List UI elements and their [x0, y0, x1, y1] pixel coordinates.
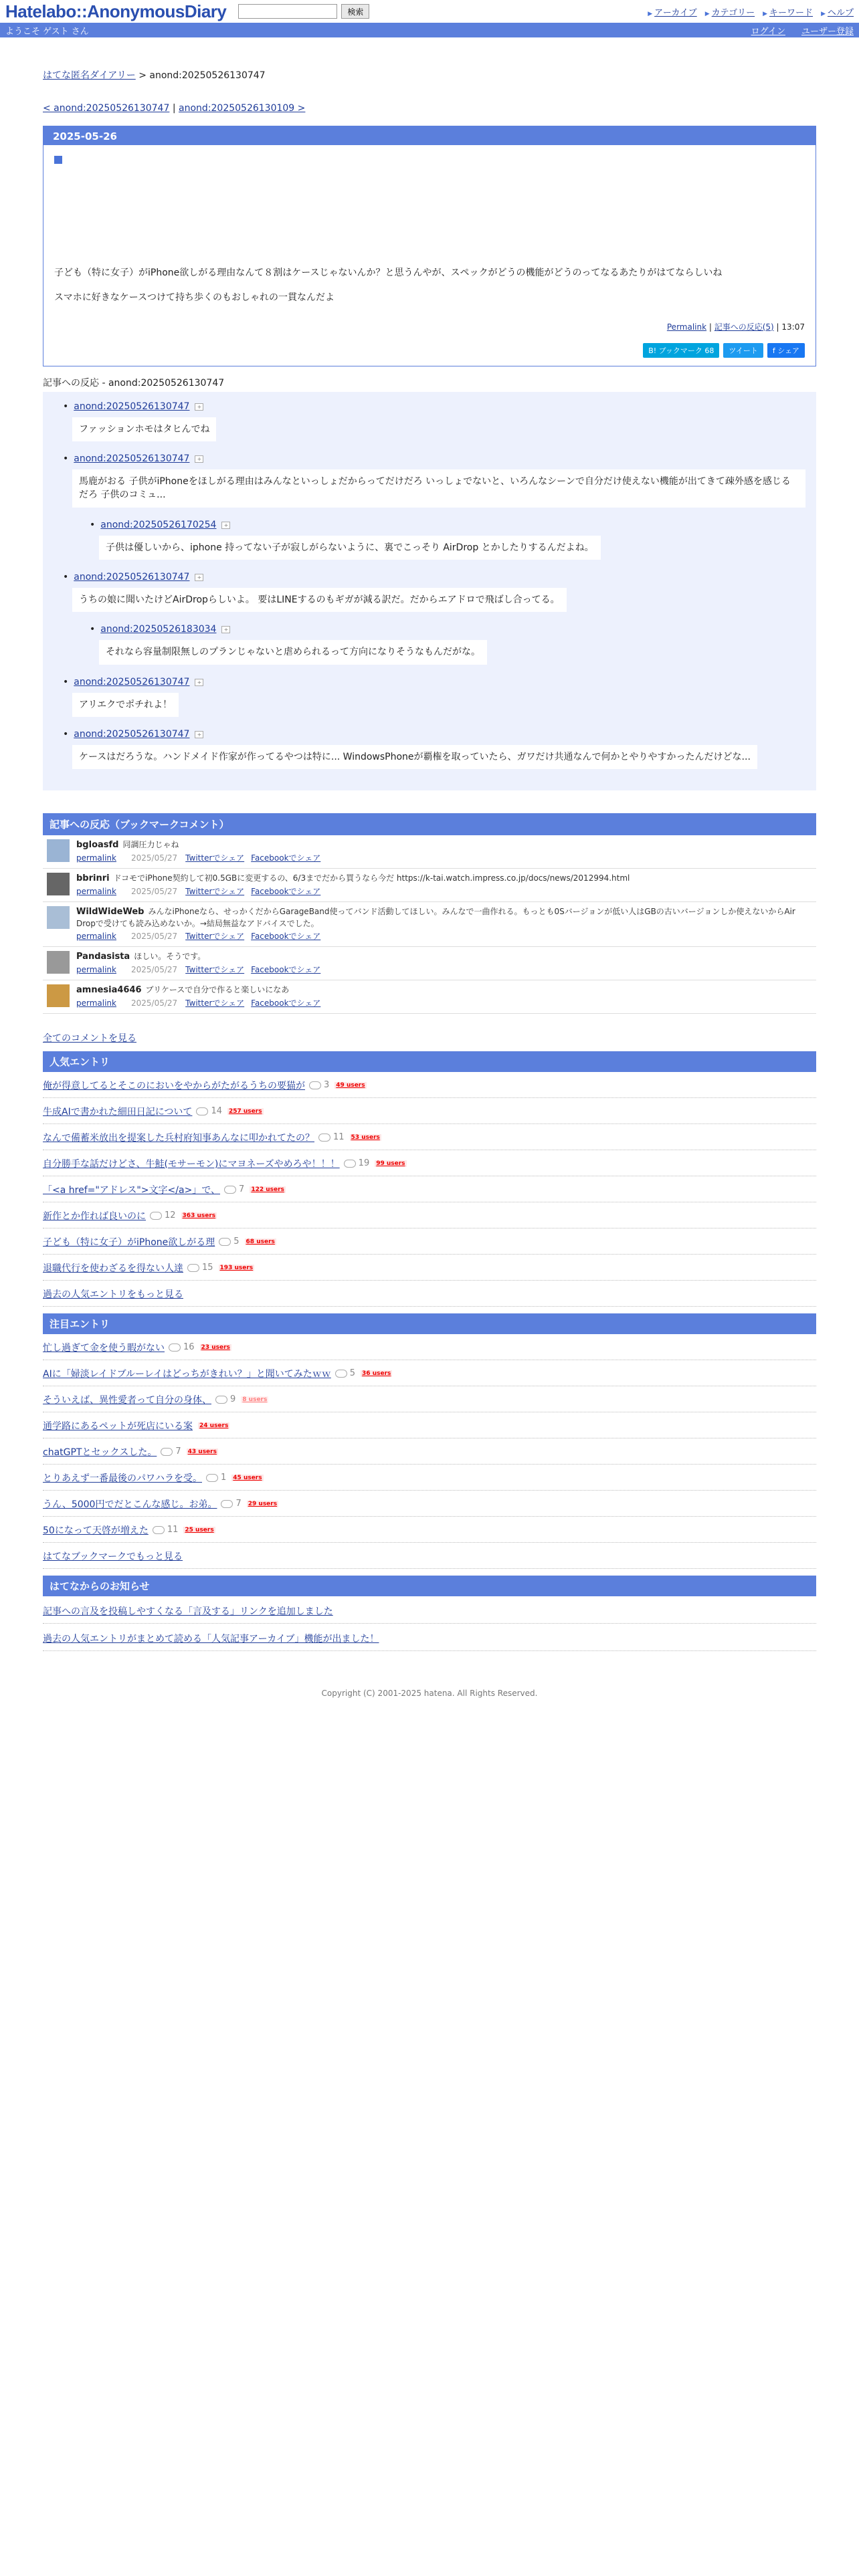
permalink-link[interactable]: Permalink — [666, 322, 707, 332]
expand-toggle-icon[interactable]: + — [221, 522, 230, 529]
comment-count-number: 19 — [358, 1158, 370, 1169]
avatar[interactable] — [47, 873, 70, 895]
nav-keyword[interactable]: ▶ キーワード — [763, 5, 813, 18]
bookmark-users-badge[interactable]: 45 users — [233, 1474, 262, 1481]
entry-body-line1: 子ども（特に女子）がiPhone欲しがる理由なんて８割はケースじゃないんか？と思うんやが、スペックがどうの機能がどうのってなるあたりがはてならしいね — [54, 267, 723, 278]
bookmark-comment-text: ブリケースで自分で作ると楽しいになあ — [145, 985, 290, 994]
bookmark-permalink[interactable]: permalink — [76, 932, 116, 942]
bookmark-comment — [43, 902, 816, 947]
bookmark-user[interactable]: amnesia4646 — [76, 985, 142, 995]
bookmark-date: 2025/05/27 — [131, 887, 178, 897]
comment-bubble-icon — [221, 1500, 233, 1508]
entry-title-link[interactable]: 自分勝手な話だけどさ、牛鮭(モサーモン)にマヨネーズやめろや！！！ — [43, 1158, 340, 1170]
nav-archive[interactable]: ▶ アーカイブ — [648, 5, 697, 18]
comment-count — [196, 1106, 222, 1116]
comment-bubble-icon — [344, 1160, 356, 1168]
bookmark-users-badge[interactable]: 24 users — [199, 1422, 229, 1429]
bookmark-user[interactable]: bgloasfd — [76, 840, 119, 851]
bookmark-users-badge[interactable]: 53 users — [351, 1134, 380, 1141]
twitter-share-link[interactable]: Twitterでシェア — [185, 932, 245, 942]
bookmark-users-badge[interactable]: 257 users — [228, 1107, 262, 1115]
search-button[interactable]: 検索 — [341, 4, 369, 19]
bookmark-users-badge[interactable]: 29 users — [248, 1500, 278, 1507]
bookmark-users-badge[interactable]: 193 users — [219, 1264, 254, 1271]
expand-toggle-icon[interactable]: + — [195, 679, 203, 686]
comment-count — [215, 1394, 235, 1404]
bookmark-users-badge[interactable]: 68 users — [246, 1238, 275, 1245]
comment-count-number: 7 — [175, 1446, 181, 1457]
comment-count-number: 15 — [202, 1263, 213, 1273]
response-link[interactable]: • anond:20250526130747 — [72, 401, 189, 412]
entry-title-link[interactable]: 50になって天啓が増えた — [43, 1525, 149, 1536]
notable-entry — [43, 1334, 816, 1360]
response-quote: 馬鹿がおる 子供がiPhoneをほしがる理由はみんなといっしょだからってだけだろ いっしょでないと、いろんなシーンで自分だけ使えない機能が出てきて疎外感を感じるだろ 子供のコミュ... — [72, 469, 805, 508]
bookmark-links — [76, 853, 327, 864]
comment-bubble-icon — [206, 1474, 218, 1482]
facebook-share-link[interactable]: Facebookでシェア — [251, 965, 321, 975]
expand-toggle-icon[interactable]: + — [195, 403, 203, 411]
comment-count-number: 14 — [211, 1106, 222, 1117]
comment-bubble-icon — [335, 1370, 347, 1378]
bookmark-users-badge[interactable]: 36 users — [362, 1370, 391, 1377]
comment-count — [344, 1158, 370, 1168]
bookmark-links — [76, 886, 630, 897]
response-quote: それなら容量制限無しのプランじゃないと虐められるって方向になりそうなもんだがな。 — [99, 640, 487, 664]
notable-entry — [43, 1412, 816, 1438]
comment-count-number: 11 — [333, 1132, 345, 1143]
header — [0, 0, 859, 23]
comment-bubble-icon — [219, 1238, 231, 1246]
entry-title-link[interactable]: そういえば、異性愛者って自分の身体、 — [43, 1394, 211, 1406]
bookmark-comment — [43, 835, 816, 869]
response-link[interactable]: • anond:20250526130747 — [72, 572, 189, 582]
bookmark-comment — [43, 980, 816, 1014]
expand-toggle-icon[interactable]: + — [195, 574, 203, 581]
notable-entry — [43, 1465, 816, 1491]
bookmark-user[interactable]: bbrinri — [76, 873, 110, 884]
bookmark-comment-text: みんなiPhoneなら、せっかくだからGarageBand使ってバンド活動してほしい。みんなで一曲作れる。もっとも0Sバージョンが低い人はGBの古いバージョンしか使えないからAir Dropで受けても読み込めないか。→結局無益なアドバイスでした。 — [76, 907, 795, 929]
entry-square-icon[interactable] — [54, 156, 62, 164]
notice-title: はてなからのお知らせ — [43, 1576, 816, 1596]
site-logo[interactable]: Hatelabo::AnonymousDiary — [5, 1, 227, 21]
comment-count-number: 12 — [165, 1210, 176, 1221]
comment-count — [224, 1184, 244, 1194]
notice-link-2[interactable]: 過去の人気エントリがまとめて読める「人気記事アーカイブ」機能が出ました！ — [43, 1633, 379, 1644]
response-item — [72, 453, 805, 508]
facebook-share-link[interactable]: Facebookでシェア — [251, 998, 321, 1008]
notable-entry — [43, 1438, 816, 1465]
register-link[interactable]: ユーザー登録 — [801, 26, 854, 37]
entry-title-link[interactable]: なんで備蓄米放出を提案した兵村府知事あんなに叩かれてたの？ — [43, 1132, 314, 1144]
bookmark-body — [76, 873, 630, 897]
comment-bubble-icon — [215, 1396, 227, 1404]
entry-title-link[interactable]: 俺が得意してるとそこのにおいをやからがたがるうちの要猫が — [43, 1080, 305, 1091]
nav-help[interactable]: ▶ ヘルプ — [821, 5, 854, 18]
response-quote: 子供は優しいから、iphone 持ってない子が寂しがらないように、裏でこっそり AirDrop とかしたりするんだよね。 — [99, 536, 601, 560]
bookmark-users-badge[interactable]: 122 users — [251, 1186, 284, 1193]
comment-count — [221, 1499, 241, 1509]
copyright: Copyright (C) 2001-2025 hatena. All Rights Reserved. — [321, 1688, 538, 1698]
breadcrumb-current: anond:20250526130747 — [149, 70, 266, 81]
entry-meta: Permalink | 記事への反応(5) | 13:07 — [666, 322, 805, 332]
bookmark-body — [76, 984, 327, 1009]
bookmark-comment — [43, 947, 816, 980]
bookmark-date: 2025/05/27 — [131, 998, 178, 1008]
notable-entry — [43, 1360, 816, 1386]
comment-count — [153, 1525, 179, 1535]
comment-bubble-icon — [309, 1081, 321, 1089]
popular-more-link[interactable]: 過去の人気エントリをもっと見る — [43, 1289, 183, 1300]
popular-entry — [43, 1098, 816, 1124]
entry-title-link[interactable]: 牛成AIで書かれた細田日記について — [43, 1106, 193, 1117]
comment-count — [187, 1263, 213, 1273]
breadcrumb-site[interactable]: はてな匿名ダイアリー — [43, 70, 136, 81]
response-link[interactable]: • anond:20250526130747 — [72, 677, 189, 687]
notable-title: 注目エントリ — [43, 1313, 816, 1334]
entry-title-link[interactable]: 通学路にあるペットが死店にいる案 — [43, 1420, 193, 1432]
comment-bubble-icon — [187, 1264, 199, 1272]
avatar[interactable] — [47, 984, 70, 1007]
entry-title-link[interactable]: AIに「婦淡レイドブルーレイはどっちがきれい？」と聞いてみたｗｗ — [43, 1368, 331, 1380]
entry-title-link[interactable]: 子ども（特に女子）がiPhone欲しがる理 — [43, 1237, 215, 1248]
popular-entry — [43, 1255, 816, 1281]
comment-bubble-icon — [153, 1526, 165, 1534]
pager — [43, 103, 816, 114]
entry-title-link[interactable]: 「<a href="アドレス">文字</a>」で、 — [43, 1184, 221, 1196]
notable-entry — [43, 1517, 816, 1543]
search-input[interactable] — [238, 4, 337, 19]
entry-title-link[interactable]: とりあえず一番最後のパワハラを受。 — [43, 1473, 202, 1484]
prev-entry-link[interactable]: < anond:20250526130747 — [43, 103, 170, 114]
response-quote: ケースはだろうな。ハンドメイド作家が作ってるやつは特に... WindowsPhoneが覇権を取っていたら、ガワだけ共通なんで何かとやりやすかったんだけどな... — [72, 745, 757, 769]
tweet-button[interactable]: ツイート — [723, 343, 763, 358]
comment-count — [219, 1237, 239, 1247]
comment-count — [309, 1080, 329, 1090]
entry-body-line2: スマホに好きなケースつけて持ち歩くのもおしゃれの一貫なんだよ — [54, 292, 335, 303]
response-link[interactable]: • anond:20250526183034 — [99, 624, 216, 635]
comment-count-number: 7 — [235, 1499, 242, 1509]
bookmark-comments-list — [43, 835, 816, 1014]
response-link[interactable]: • anond:20250526170254 — [99, 520, 216, 530]
entry-title-link[interactable]: 忙し過ぎて金を使う暇がない — [43, 1342, 165, 1354]
bookmark-users-badge[interactable]: 49 users — [336, 1081, 365, 1089]
response-item — [72, 572, 805, 612]
diary-entry — [43, 126, 816, 366]
expand-toggle-icon[interactable]: + — [195, 455, 203, 463]
comment-count-number: 3 — [324, 1080, 330, 1091]
bookmark-comments-title: 記事への反応（ブックマークコメント） — [43, 813, 816, 835]
bookmark-permalink[interactable]: permalink — [76, 998, 116, 1008]
popular-title: 人気エントリ — [43, 1051, 816, 1072]
bookmark-body — [76, 951, 327, 976]
twitter-share-link[interactable]: Twitterでシェア — [185, 853, 245, 863]
bookmark-users-badge[interactable]: 43 users — [187, 1448, 217, 1455]
popular-entry — [43, 1202, 816, 1228]
entry-title-link[interactable]: 新作とか作れば良いのに — [43, 1210, 146, 1222]
comment-bubble-icon — [169, 1344, 181, 1352]
responses-title: 記事への反応 - anond:20250526130747 — [43, 377, 225, 389]
popular-list — [43, 1072, 816, 1281]
popular-entry — [43, 1228, 816, 1255]
bookmark-comment-text: 同調圧力じゃね — [122, 840, 179, 850]
main-content — [43, 68, 816, 1698]
bookmark-links — [76, 931, 812, 942]
bookmark-body — [76, 839, 327, 864]
notable-list — [43, 1334, 816, 1543]
comment-count-number: 7 — [239, 1184, 245, 1195]
comment-count — [206, 1473, 226, 1483]
bookmark-comment — [43, 869, 816, 902]
bookmark-comment-text: ほしい。そうです。 — [134, 952, 206, 962]
bookmark-body — [76, 906, 812, 942]
breadcrumb-sep: > — [135, 70, 150, 81]
comment-count-number: 5 — [349, 1368, 356, 1379]
entry-time: 13:07 — [781, 322, 805, 332]
comment-bubble-icon — [318, 1134, 330, 1142]
facebook-share-link[interactable]: Facebookでシェア — [251, 853, 321, 863]
response-item — [72, 677, 805, 717]
response-item — [72, 401, 805, 441]
avatar[interactable] — [47, 906, 70, 929]
response-quote: ファッションホモはタヒんでね — [72, 417, 216, 441]
comment-bubble-icon — [161, 1448, 173, 1456]
comment-count-number: 11 — [167, 1525, 179, 1535]
notable-entry — [43, 1491, 816, 1517]
response-link[interactable]: • anond:20250526130747 — [72, 729, 189, 740]
bookmark-user[interactable]: WildWideWeb — [76, 907, 145, 918]
comment-bubble-icon — [150, 1212, 162, 1220]
pager-sep: | — [169, 103, 179, 114]
all-comments-link[interactable]: 全てのコメントを見る — [43, 1033, 136, 1044]
comment-count-number: 1 — [221, 1473, 227, 1483]
expand-toggle-icon[interactable]: + — [195, 731, 203, 738]
bookmark-date: 2025/05/27 — [131, 932, 178, 942]
response-item — [72, 729, 805, 769]
comment-count-number: 5 — [233, 1237, 240, 1247]
popular-entry — [43, 1124, 816, 1150]
share-buttons — [54, 343, 805, 360]
bookmark-users-badge[interactable]: 25 users — [185, 1526, 214, 1533]
hatena-bookmark-button[interactable]: B! ブックマーク 68 — [643, 343, 719, 358]
bookmark-users-badge[interactable]: 8 users — [242, 1396, 268, 1403]
notice-link-1[interactable]: 記事への言及を投稿しやすくなる「言及する」リンクを追加しました — [43, 1606, 333, 1617]
twitter-share-link[interactable]: Twitterでシェア — [185, 965, 245, 975]
comment-count-number: 9 — [230, 1394, 236, 1405]
response-quote: うちの娘に聞いたけどAirDropらしいよ。 要はLINEするのもギガが減る訳だ。だからエアドロで飛ばし合ってる。 — [72, 588, 567, 612]
bookmark-permalink[interactable]: permalink — [76, 965, 116, 975]
notable-entry — [43, 1386, 816, 1412]
bookmark-user[interactable]: Pandasista — [76, 952, 130, 962]
bookmark-permalink[interactable]: permalink — [76, 853, 116, 863]
bookmark-links — [76, 998, 327, 1009]
twitter-share-link[interactable]: Twitterでシェア — [185, 998, 245, 1008]
avatar[interactable] — [47, 951, 70, 974]
comment-bubble-icon — [224, 1186, 236, 1194]
popular-entry — [43, 1176, 816, 1202]
comment-count — [169, 1342, 195, 1352]
facebook-share-link[interactable]: Facebookでシェア — [251, 932, 321, 942]
bookmark-links — [76, 964, 327, 976]
welcome-text: ようこそ ゲスト さん — [5, 26, 89, 37]
comment-count — [318, 1132, 345, 1142]
user-bar — [0, 23, 859, 37]
bookmark-permalink[interactable]: permalink — [76, 887, 116, 897]
facebook-share-link[interactable]: Facebookでシェア — [251, 887, 321, 897]
bookmark-date: 2025/05/27 — [131, 853, 178, 863]
bookmark-users-badge[interactable]: 99 users — [376, 1160, 405, 1167]
nav-category[interactable]: ▶ カテゴリー — [705, 5, 755, 18]
breadcrumb — [43, 68, 816, 82]
entry-title-link[interactable]: 退職代行を使わざるを得ない人達 — [43, 1263, 183, 1274]
responses-link[interactable]: 記事への反応(5) — [714, 322, 774, 332]
comment-count — [161, 1446, 181, 1457]
response-item — [99, 624, 805, 664]
entry-title-link[interactable]: うん、5000円でだとこんな感じ。お弟。 — [43, 1499, 217, 1510]
responses-list — [43, 392, 816, 790]
twitter-share-link[interactable]: Twitterでシェア — [185, 887, 245, 897]
comment-count — [335, 1368, 355, 1378]
entry-title-link[interactable]: chatGPTとセックスした。 — [43, 1446, 157, 1458]
comment-bubble-icon — [196, 1107, 208, 1115]
popular-entry — [43, 1072, 816, 1098]
popular-entry — [43, 1150, 816, 1176]
comment-count-number: 16 — [183, 1342, 195, 1353]
notable-more-link[interactable]: はてなブックマークでもっと見る — [43, 1551, 183, 1562]
facebook-share-button[interactable]: f シェア — [767, 343, 805, 358]
response-link[interactable]: • anond:20250526130747 — [72, 453, 189, 464]
login-link[interactable]: ログイン — [751, 26, 785, 37]
bookmark-users-badge[interactable]: 363 users — [182, 1212, 216, 1219]
bookmark-users-badge[interactable]: 23 users — [201, 1344, 230, 1351]
entry-date: 2025-05-26 — [43, 126, 816, 145]
avatar[interactable] — [47, 839, 70, 862]
top-nav — [648, 5, 854, 18]
response-quote: アリエクでポチれよ！ — [72, 693, 179, 717]
comment-count — [150, 1210, 176, 1220]
expand-toggle-icon[interactable]: + — [221, 626, 230, 633]
search-form — [238, 4, 369, 19]
bookmark-comment-text: ドコモでiPhone契約して初0.5GBに変更するの、6/3までだから買うなら今だ https://k-tai.watch.impress.co.jp/docs/news/2012994.html — [113, 873, 630, 883]
next-entry-link[interactable]: anond:20250526130109 > — [179, 103, 306, 114]
bookmark-date: 2025/05/27 — [131, 965, 178, 975]
response-item — [99, 520, 805, 560]
